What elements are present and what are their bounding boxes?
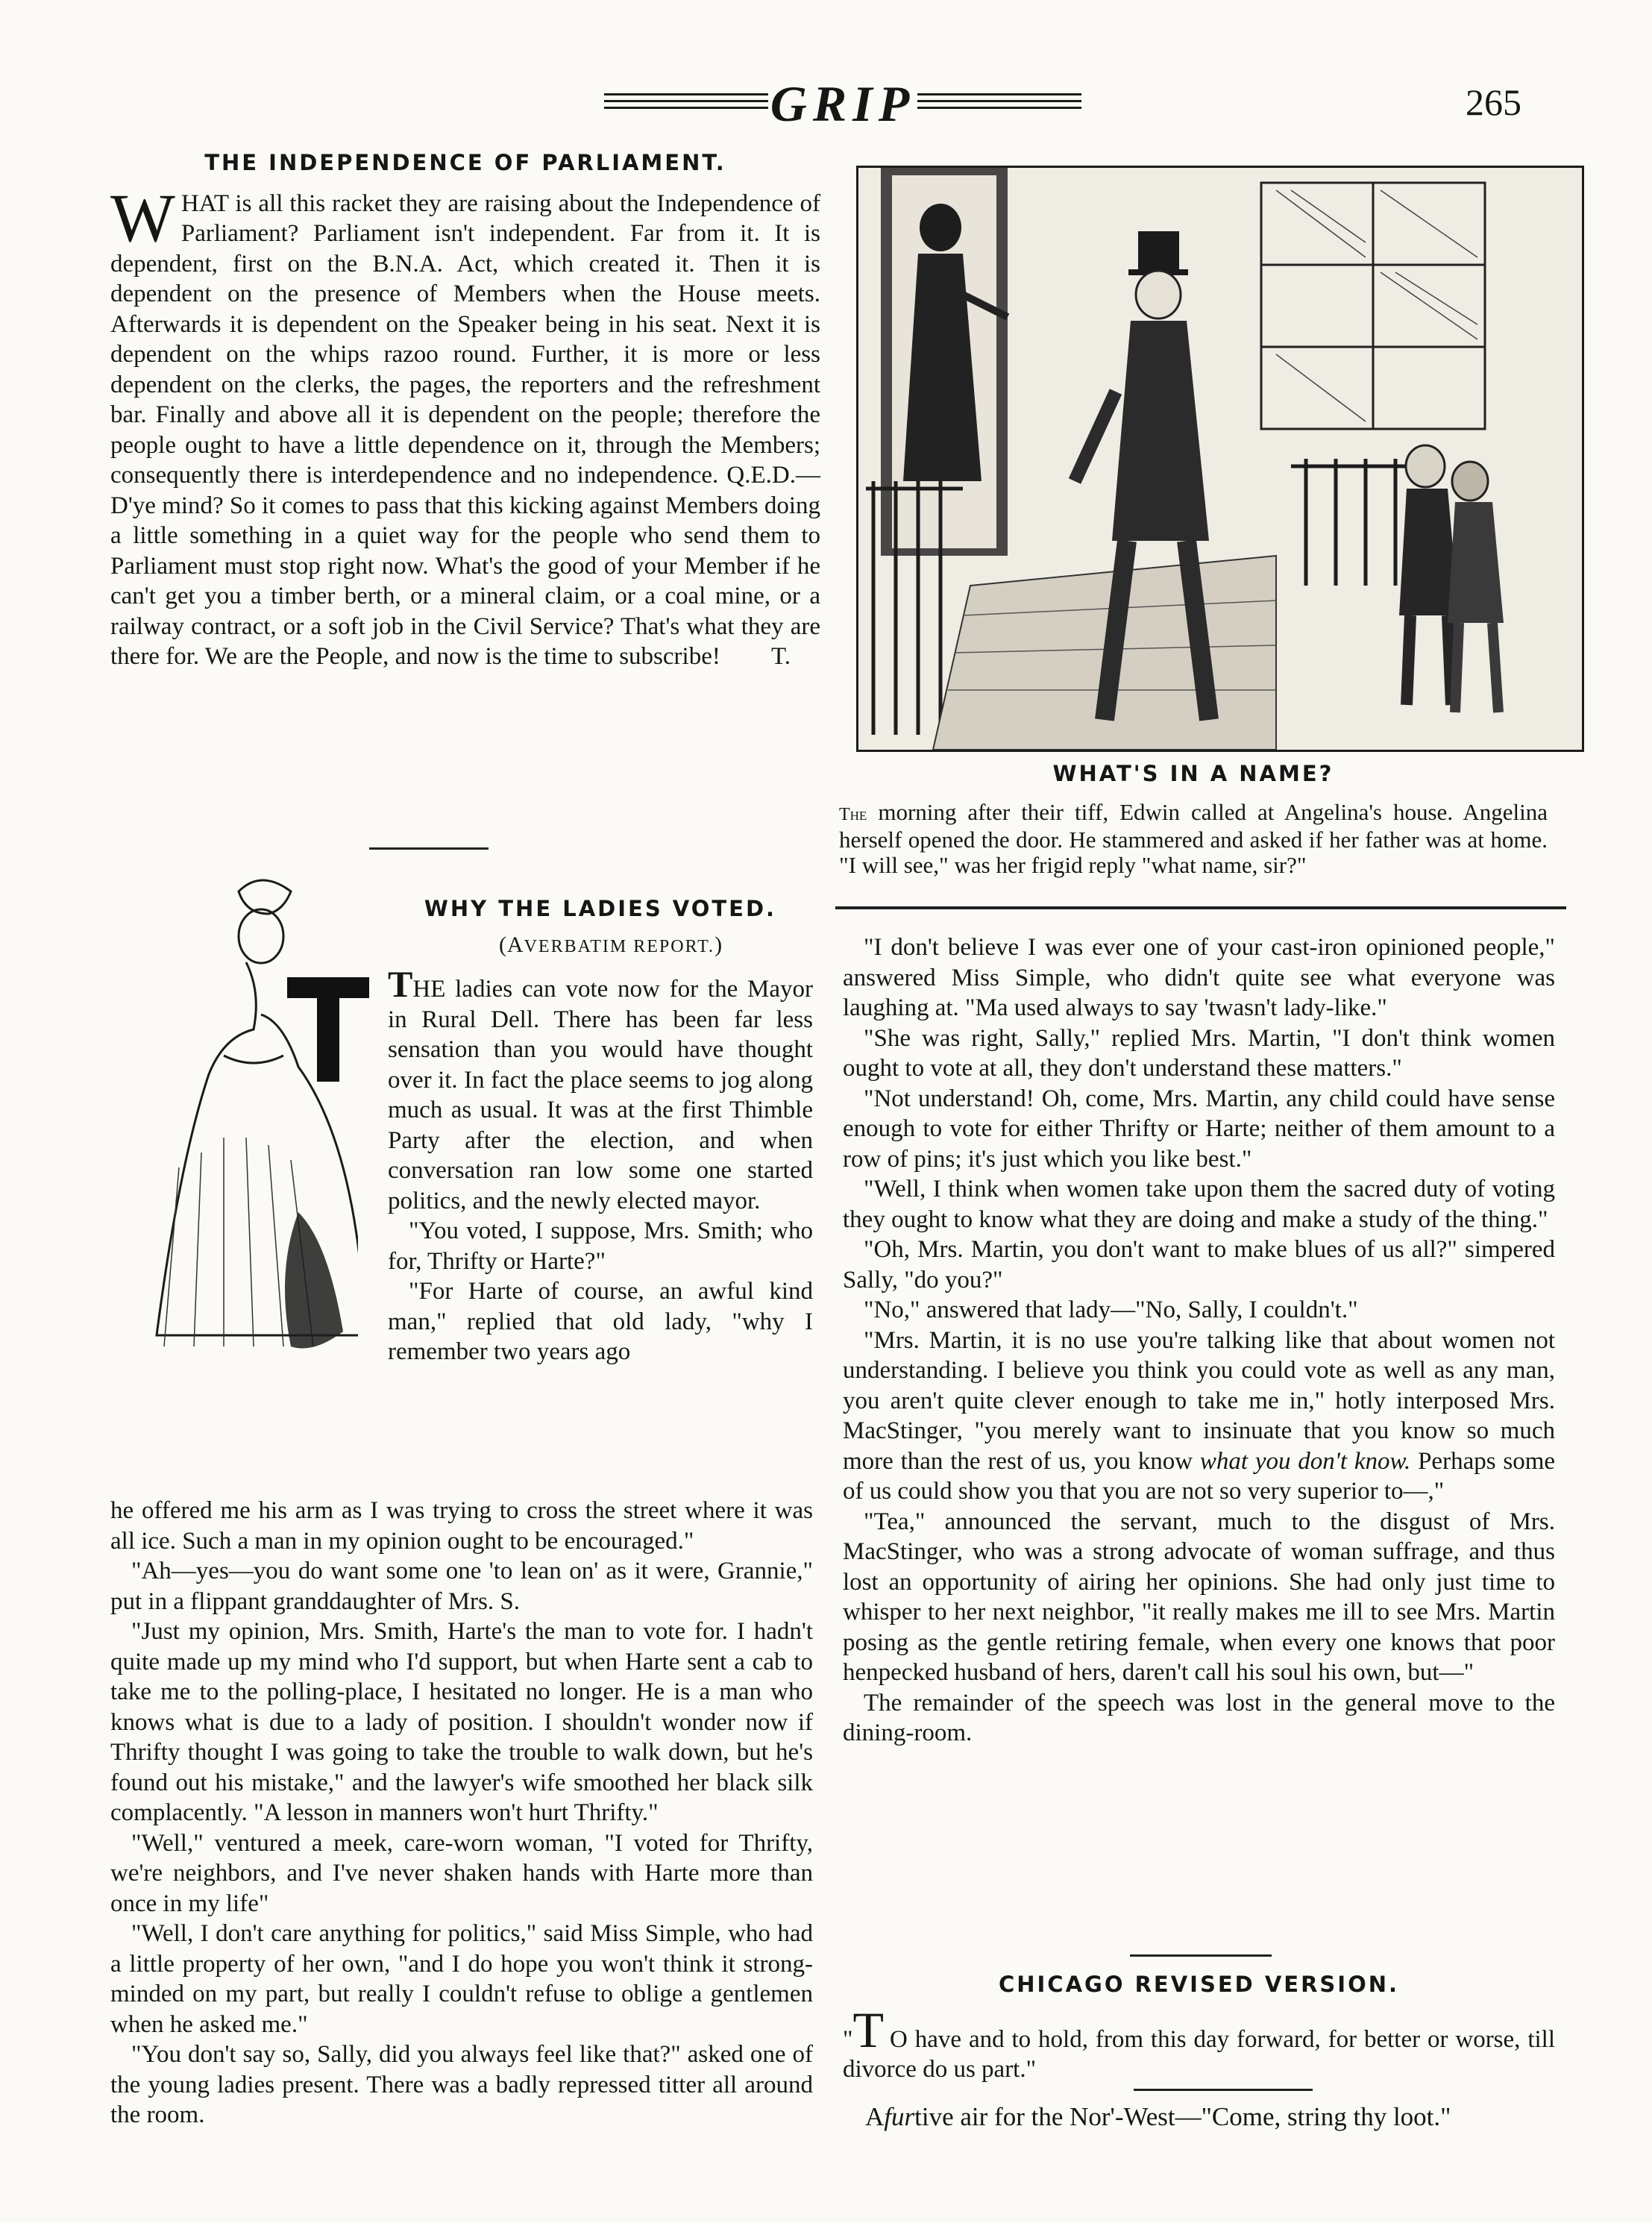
divider [1130, 1954, 1272, 1957]
article-headline: CHICAGO REVISED VERSION. [998, 1972, 1400, 1997]
article-ladies-voted-continued [110, 1496, 813, 2130]
masthead-title: GRIP [770, 75, 916, 132]
cartoon-illustration [856, 166, 1584, 752]
divider [835, 906, 1566, 909]
signature: T. [771, 643, 791, 670]
masthead-rule-right [917, 93, 1081, 119]
article-paragraph: "Well," ventured a meek, care-worn woman, "I voted for Thrifty, we're neighbors, and I've never shaken hands with Harte more than once in my life" [110, 1829, 813, 1917]
article-paragraph: "Just my opinion, Mrs. Smith, Harte's the man to vote for. I hadn't quite made up my mind who I'd support, but when Harte sent a cab to take me to the polling-place, I hesitated no longer. He is a man who knows what is due to a lady of position. I shouldn't wonder now if Thrifty thought I was going to take the trouble to walk down, but he's found out his mistake," and the lawyer's wife smoothed her black silk complacently. "A lesson in manners won't hurt Thrifty." [110, 1618, 813, 1826]
article-paragraph: "Well, I think when women take upon them the sacred duty of voting they ought to know what they are doing and make a study of the thing." [843, 1176, 1555, 1233]
cartoon-caption: The morning after their tiff, Edwin called at Angelina's house. Angelina herself opened the door. He stammered and asked if her father was at home. "I will see," was her frigid reply "what name, sir?" [839, 799, 1548, 878]
drop-cap: W [110, 179, 175, 256]
article-paragraph: The remainder of the speech was lost in the general move to the dining-room. [843, 1689, 1555, 1746]
divider [369, 847, 489, 850]
cartoon-drawing [858, 168, 1582, 750]
article-paragraph: "Mrs. Martin, it is no use you're talking like that about women not understanding. I believe you think you could vote as well as any man, you aren't quite clever enough to take me in," hotly interposed Mrs. MacStinger, "you merely want to insinuate that you know so much more than the rest of us, you know what you don't know. Perhaps some of us could show you that you are not so very superior to—," [843, 1326, 1556, 1505]
lady-illustration [112, 869, 358, 1376]
article-paragraph: he offered me his arm as I was trying to cross the street where it was all ice. Such a man in my opinion ought to be encouraged." [110, 1497, 813, 1555]
article-subhead: (AVERBATIM REPORT.) [498, 932, 723, 957]
divider [1134, 2089, 1313, 2091]
article-paragraph: "Not understand! Oh, come, Mrs. Martin, any child could have sense enough to vote for either Thrifty or Harte; neither of them amount to a row of pins; it's just which you like best." [843, 1085, 1555, 1173]
article-ladies-voted-right [843, 932, 1555, 1749]
page-number: 265 [1466, 81, 1521, 123]
article-headline: THE INDEPENDENCE OF PARLIAMENT. [204, 150, 726, 175]
article-headline: WHY THE LADIES VOTED. [424, 896, 777, 921]
article-body: "T O have and to hold, from this day forward, for better or worse, till divorce do us part." [843, 2001, 1555, 2083]
article-body: WHAT is all this racket they are raising about the Independence of Parliament? Parliament isn't independent. Far from it. It is dependent, first on the B.N.A. Act, which created it. Then it is dependent on the presence of Members when the House meets. Afterwards it is dependent on the Speaker being in his seat. Next it is dependent on the whips razoo round. Further, it is more or less dependent on the clerks, the pages, the reporters and the refreshment bar. Finally and above all it is dependent on the people; therefore the people ought to have a little dependence on it, through the Members; consequently there is interdependence and no independence. Q.E.D.—D'ye mind? So it comes to pass that this kicking against Members doing a little something in a quiet way for the people who send them to Parliament must stop right now. What's the good of your Member if he can't get you a timber berth, or a mineral claim, or a coal mine, or a railway contract, or a soft job in the Civil Service? That's what they are there for. We are the People, and now is the time to subscribe! T. [110, 189, 820, 672]
article-paragraph: "You voted, I suppose, Mrs. Smith; who for, Thrifty or Harte?" [388, 1217, 813, 1275]
article-paragraph: "Tea," announced the servant, much to the disgust of Mrs. MacStinger, who was a strong advocate of woman suffrage, and thus lost an opportunity of airing her opinions. She had only just time to whisper to her next neighbor, "it really makes me ill to see Mrs. Martin posing as the gentle retiring female, when every one knows that poor henpecked husband of hers, daren't call his soul his own, but—" [843, 1508, 1555, 1686]
article-paragraph: "You don't say so, Sally, did you always feel like that?" asked one of the young ladies present. There was a badly repressed titter all around the room. [110, 2041, 813, 2128]
masthead [582, 71, 1104, 138]
article-ladies-voted [388, 894, 813, 1367]
drop-cap-t-ornament [287, 970, 369, 1082]
article-paragraph: "Oh, Mrs. Martin, you don't want to make blues of us all?" simpered Sally, "do you?" [843, 1236, 1555, 1294]
article-paragraph: THE ladies can vote now for the Mayor in Rural Dell. There has been far less sensation than you would have thought over it. In fact the place seems to jog along much as usual. It was at the first Thimble Party after the election, and when conversation ran low some one started politics, and the newly elected mayor. [388, 963, 813, 1214]
article-paragraph: "For Harte of course, an awful kind man," replied that old lady, "why I remember two years ago [388, 1278, 813, 1365]
article-paragraph: "Ah—yes—you do want some one 'to lean on' as it were, Grannie," put in a flippant granddaughter of Mrs. S. [110, 1558, 813, 1615]
article-chicago [843, 1969, 1555, 2085]
article-paragraph: "No," answered that lady—"No, Sally, I couldn't." [864, 1297, 1358, 1323]
lady-drawing [112, 869, 358, 1376]
article-paragraph: "She was right, Sally," replied Mrs. Martin, "I don't think women ought to vote at all, they don't understand these matters." [843, 1024, 1555, 1082]
article-paragraph: "Well, I don't care anything for politics," said Miss Simple, who had a little property of her own, "and I do hope you won't think it strong-minded on my part, but really I couldn't refuse to oblige a gentlemen when he asked me." [110, 1920, 813, 2038]
article-paragraph: "I don't believe I was ever one of your cast-iron opinioned people," answered Miss Simple, who didn't quite see what everyone was laughing at. "Ma used always to say 'twasn't lady-like." [843, 934, 1555, 1021]
article-independence [110, 148, 820, 672]
closing-quip: Afurtive air for the Nor'-West—"Come, string thy loot." [865, 2102, 1451, 2131]
cartoon-title: WHAT'S IN A NAME? [1052, 761, 1334, 786]
t-ornament-drawing [287, 970, 369, 1082]
